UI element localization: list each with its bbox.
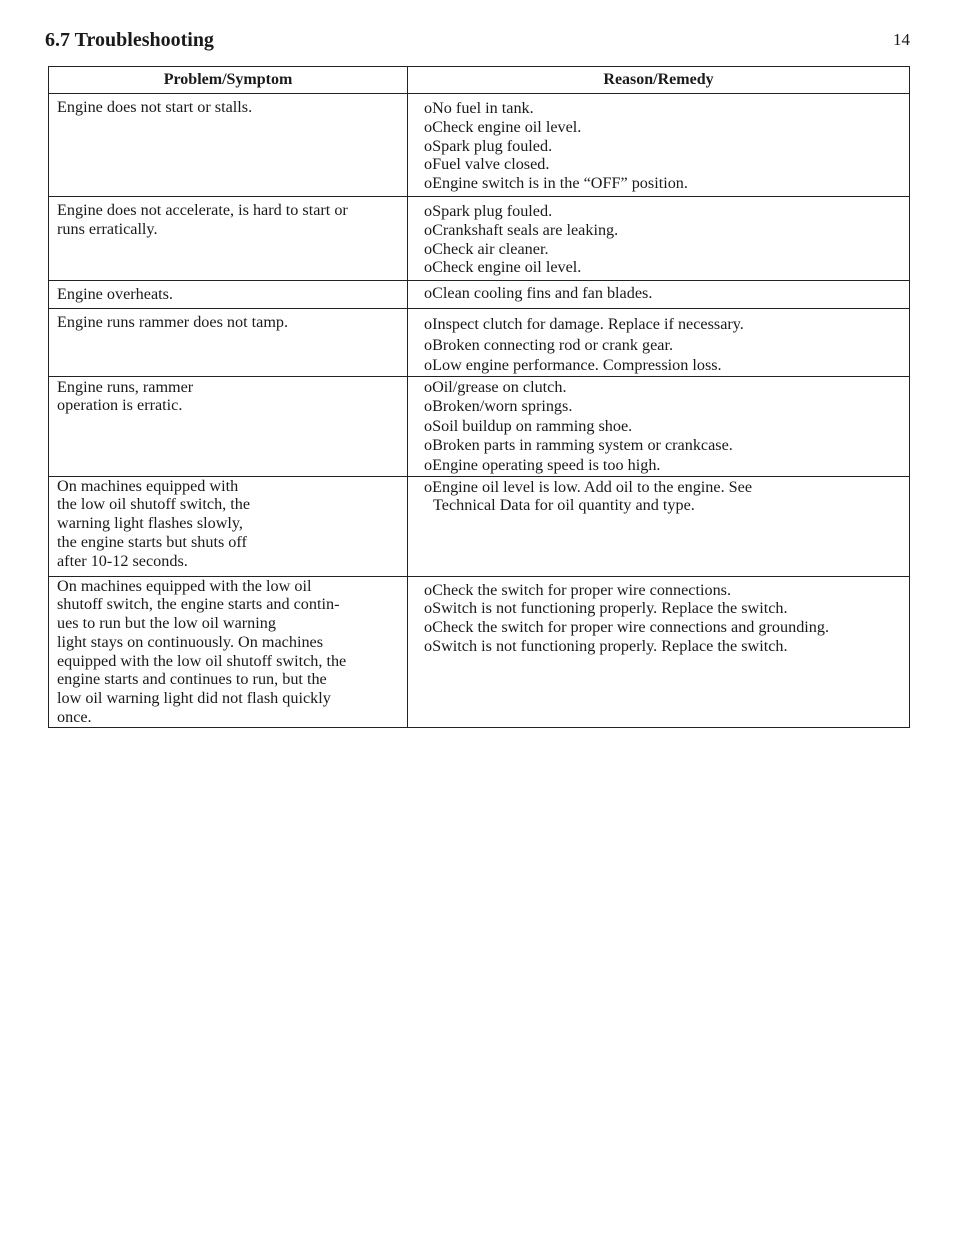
remedy-line: oSpark plug fouled. bbox=[424, 136, 553, 155]
symptom-cell bbox=[49, 576, 408, 727]
remedy-line: oSwitch is not functioning properly. Replace the switch. bbox=[424, 636, 788, 655]
remedy-line: oBroken/worn springs. bbox=[424, 397, 573, 416]
symptom-line: Engine does not accelerate, is hard to start or bbox=[57, 201, 348, 219]
table-header-row bbox=[49, 67, 910, 94]
symptom-line: Engine overheats. bbox=[57, 285, 173, 303]
remedy-line: oBroken connecting rod or crank gear. bbox=[424, 335, 674, 354]
remedy-line: oClean cooling fins and fan blades. bbox=[424, 284, 653, 302]
table-row bbox=[49, 94, 910, 197]
symptom-line: runs erratically. bbox=[57, 219, 158, 238]
remedy-line: Technical Data for oil quantity and type. bbox=[433, 496, 695, 515]
symptom-cell bbox=[49, 476, 408, 576]
remedy-line: oCrankshaft seals are leaking. bbox=[424, 220, 619, 239]
remedy-line: oCheck engine oil level. bbox=[424, 258, 582, 277]
remedy-line: oCheck the switch for proper wire connections and grounding. bbox=[424, 618, 830, 637]
remedy-cell bbox=[408, 197, 910, 281]
symptom-cell bbox=[49, 309, 408, 377]
remedy-line: oSpark plug fouled. bbox=[424, 202, 553, 220]
remedy-line: oNo fuel in tank. bbox=[424, 99, 534, 117]
symptom-line: once. bbox=[57, 708, 92, 727]
remedy-line: oEngine operating speed is too high. bbox=[424, 455, 661, 474]
symptom-cell bbox=[49, 197, 408, 281]
symptom-line: operation is erratic. bbox=[57, 396, 183, 415]
troubleshooting-table bbox=[48, 66, 910, 728]
remedy-line: oCheck engine oil level. bbox=[424, 117, 582, 136]
remedy-cell bbox=[408, 309, 910, 377]
symptom-line: On machines equipped with the low oil bbox=[57, 576, 312, 595]
table-row bbox=[49, 309, 910, 377]
symptom-line: ues to run but the low oil warning bbox=[57, 614, 276, 633]
remedy-line: oLow engine performance. Compression loss. bbox=[424, 356, 722, 374]
symptom-line: low oil warning light did not flash quickly bbox=[57, 689, 331, 708]
remedy-line: oEngine oil level is low. Add oil to the engine. See bbox=[424, 477, 753, 496]
symptom-line: light stays on continuously. On machines bbox=[57, 632, 324, 651]
remedy-cell bbox=[408, 281, 910, 309]
symptom-line: warning light flashes slowly, bbox=[57, 514, 243, 533]
table-row bbox=[49, 576, 910, 727]
section-title: 6.7 Troubleshooting bbox=[45, 29, 214, 51]
symptom-line: engine starts and continues to run, but the bbox=[57, 670, 327, 689]
symptom-line: shutoff switch, the engine starts and contin- bbox=[57, 595, 340, 614]
table-row bbox=[49, 376, 910, 476]
remedy-line: oCheck the switch for proper wire connections. bbox=[424, 580, 732, 599]
remedy-cell bbox=[408, 376, 910, 476]
symptom-line: On machines equipped with bbox=[57, 476, 239, 495]
remedy-cell bbox=[408, 576, 910, 727]
remedy-line: oSoil buildup on ramming shoe. bbox=[424, 416, 633, 435]
symptom-line: Engine runs rammer does not tamp. bbox=[57, 313, 289, 331]
symptom-line: the engine starts but shuts off bbox=[57, 532, 247, 551]
remedy-line: oCheck air cleaner. bbox=[424, 239, 549, 258]
symptom-line: equipped with the low oil shutoff switch, the bbox=[57, 651, 347, 670]
remedy-line: oInspect clutch for damage. Replace if necessary. bbox=[424, 315, 744, 333]
remedy-line: oOil/grease on clutch. bbox=[424, 377, 567, 396]
symptom-line: Engine runs, rammer bbox=[57, 377, 194, 396]
table-row bbox=[49, 476, 910, 576]
remedy-cell bbox=[408, 476, 910, 576]
symptom-line: Engine does not start or stalls. bbox=[57, 98, 253, 116]
symptom-line: the low oil shutoff switch, the bbox=[57, 495, 251, 514]
remedy-line: oSwitch is not functioning properly. Replace the switch. bbox=[424, 599, 788, 618]
symptom-cell bbox=[49, 376, 408, 476]
remedy-cell bbox=[408, 94, 910, 197]
column-header-remedy: Reason/Remedy bbox=[408, 67, 910, 94]
column-header-symptom: Problem/Symptom bbox=[49, 67, 408, 94]
remedy-line: oBroken parts in ramming system or crankcase. bbox=[424, 436, 733, 455]
table-row bbox=[49, 197, 910, 281]
symptom-cell bbox=[49, 281, 408, 309]
table-row bbox=[49, 281, 910, 309]
page-number: 14 bbox=[893, 30, 910, 49]
remedy-line: oEngine switch is in the “OFF” position. bbox=[424, 174, 688, 193]
remedy-line: oFuel valve closed. bbox=[424, 155, 550, 174]
symptom-line: after 10-12 seconds. bbox=[57, 551, 188, 570]
symptom-cell bbox=[49, 94, 408, 197]
